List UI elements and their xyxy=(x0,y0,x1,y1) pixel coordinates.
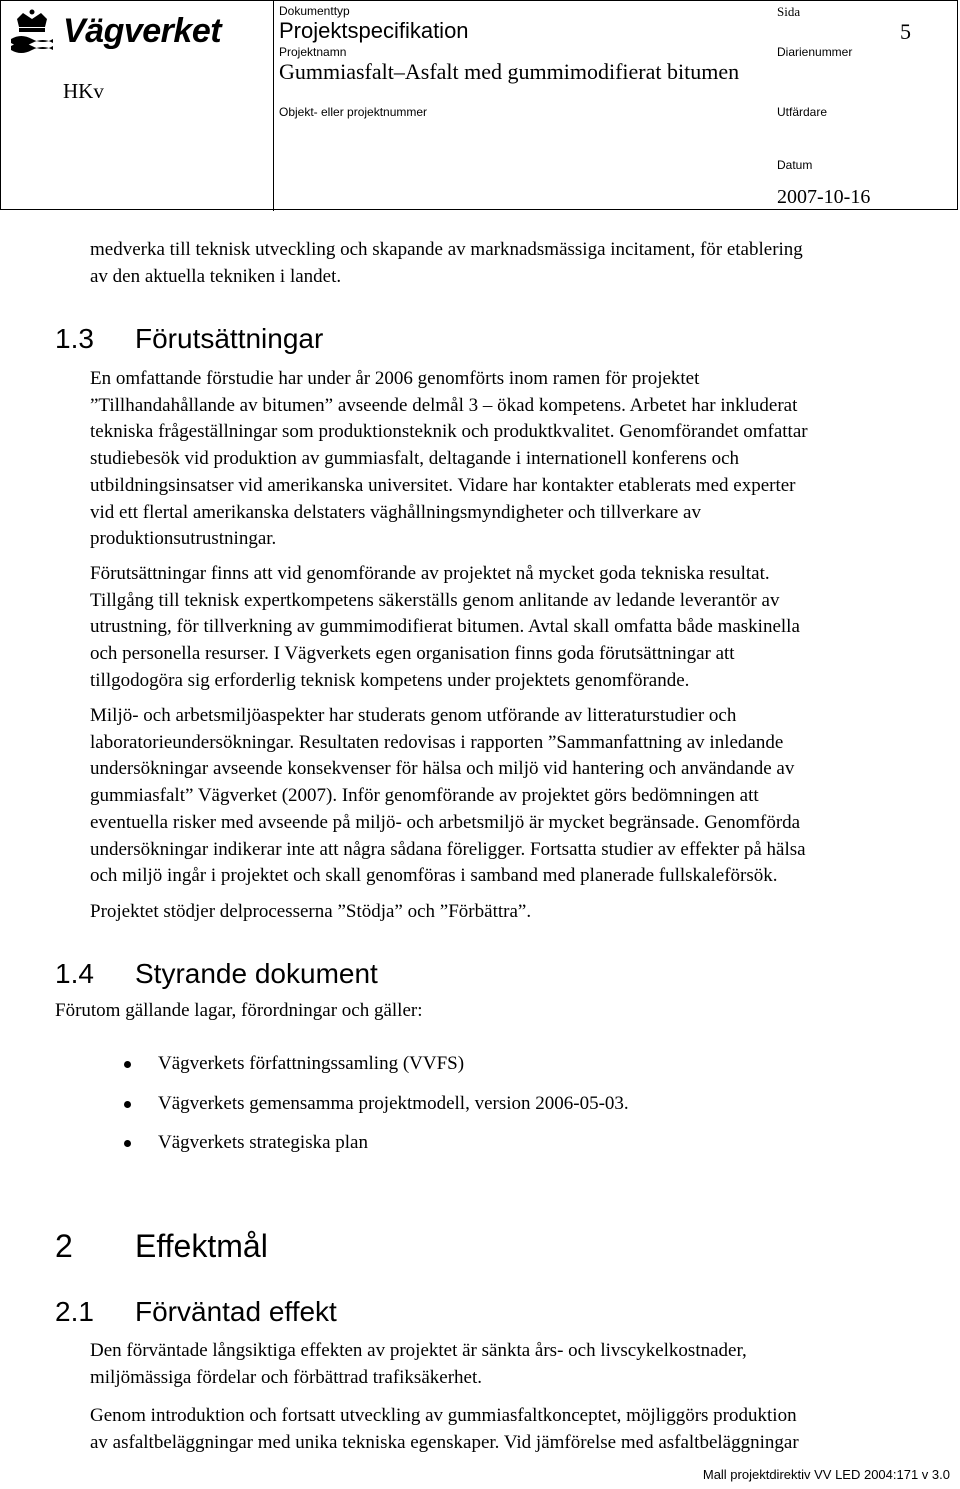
text-line: Den förväntade långsiktiga effekten av projektet är sänkta års- och livscykelkostnader, xyxy=(90,1340,747,1361)
text-line: undersökningar indikerar inte att några sådana föreligger. Fortsatta studier av effekter på hälsa xyxy=(90,838,806,860)
section-title: Styrande dokument xyxy=(135,958,378,989)
text-line: gummiasfalt” Vägverket (2007). Inför genomförande av projektet görs bedömningen att xyxy=(90,785,759,807)
paragraph-expected-effect-1 xyxy=(90,1338,747,1391)
bullet-icon xyxy=(124,1061,131,1068)
document-header xyxy=(0,0,958,210)
paragraph-environment xyxy=(90,703,806,890)
text-line: produktionsutrustningar. xyxy=(90,528,277,550)
text-line: undersökningar avseende konsekvenser för hälsa och miljö vid hantering och användande av xyxy=(90,758,795,780)
page-number: 5 xyxy=(900,19,911,44)
text-line: studiebesök vid produktion av gummiasfalt, deltagande i internationell konferens och xyxy=(90,448,740,470)
template-footer: Mall projektdirektiv VV LED 2004:171 v 3.0 xyxy=(702,1467,950,1482)
section-heading-2-1 xyxy=(55,1296,337,1328)
paragraph-governing-intro xyxy=(55,998,423,1025)
text-line: Miljö- och arbetsmiljöaspekter har studerats genom utförande av litteraturstudier och xyxy=(90,705,737,726)
page-label: Sida xyxy=(777,4,801,19)
text-line: ”Tillhandahållande av bitumen” avseende delmål 3 – ökad kompetens. Arbetet har inkluderat xyxy=(90,394,798,416)
text-line: eventuella risker med avseende på miljö- och arbetsmiljö är mycket begränsade. Genomförda xyxy=(90,811,801,833)
section-heading-2 xyxy=(55,1228,268,1265)
section-number: 2 xyxy=(55,1228,73,1264)
bullet-icon xyxy=(124,1101,131,1108)
text-line: tekniska frågeställningar som produktionsteknik och produktkvalitet. Genomförandet omfattar xyxy=(90,421,808,443)
section-number: 1.3 xyxy=(55,323,94,354)
paragraph-subprocesses xyxy=(90,899,531,926)
text-line: av asfaltbeläggningar med unika tekniska egenskaper. Vid jämförelse med asfaltbeläggningar xyxy=(90,1431,799,1453)
crown-logo-icon xyxy=(9,9,55,53)
text-line: utbildningsinsatser vid amerikanska universitet. Vidare har kontakter etablerats med experter xyxy=(90,474,796,496)
paragraph-expected-effect-2 xyxy=(90,1403,799,1456)
text-line: och miljö ingår i projektet och skall genomföras i samband med planerade fullskaleförsök. xyxy=(90,865,778,887)
project-name: Gummiasfalt–Asfalt med gummimodifierat bitumen xyxy=(279,59,740,84)
unit-code: HKv xyxy=(63,79,104,103)
list-item-text: Vägverkets strategiska plan xyxy=(158,1132,368,1153)
text-line: Projektet stödjer delprocesserna ”Stödja” och ”Förbättra”. xyxy=(90,901,532,922)
object-number-label: Objekt- eller projektnummer xyxy=(279,105,428,119)
logo-cell xyxy=(1,1,274,211)
text-line: medverka till teknisk utveckling och skapande av marknadsmässiga incitament, för etablering xyxy=(90,239,803,260)
text-line: miljömässiga fördelar och förbättrad trafiksäkerhet. xyxy=(90,1366,482,1388)
list-item-text: Vägverkets gemensamma projektmodell, version 2006-05-03. xyxy=(158,1093,629,1114)
issuer-label: Utfärdare xyxy=(777,105,828,119)
paragraph-prerequisites-1 xyxy=(90,366,808,553)
intro-paragraph xyxy=(90,237,803,290)
text-line: Förutom gällande lagar, förordningar och gäller: xyxy=(55,1000,423,1021)
text-line: laboratorieundersökningar. Resultaten redovisas i rapporten ”Sammanfattning av inledande xyxy=(90,731,784,753)
section-number: 1.4 xyxy=(55,958,94,989)
bullet-icon xyxy=(124,1140,131,1147)
section-title: Förväntad effekt xyxy=(135,1296,337,1327)
list-item-text: Vägverkets författningssamling (VVFS) xyxy=(158,1053,465,1074)
doc-type: Projektspecifikation xyxy=(279,18,469,43)
text-line: tillgodogöra sig erforderlig teknisk kompetens under projektets genomförande. xyxy=(90,669,690,691)
date-label: Datum xyxy=(777,158,813,172)
section-number: 2.1 xyxy=(55,1296,94,1327)
date: 2007-10-16 xyxy=(777,186,871,208)
doc-type-label: Dokumenttyp xyxy=(279,4,350,18)
section-title: Effektmål xyxy=(135,1228,268,1264)
text-line: Förutsättningar finns att vid genomförande av projektet nå mycket goda tekniska resultat. xyxy=(90,563,770,584)
text-line: Tillgång till teknisk expertkompetens säkerställs genom anlitande av ledande leverantör av xyxy=(90,589,780,611)
text-line: En omfattande förstudie har under år 2006 genomförts inom ramen för projektet xyxy=(90,368,700,389)
section-heading-1-4 xyxy=(55,958,378,990)
text-line: vid ett flertal amerikanska delstaters väghållningsmyndigheter och tillverkare av xyxy=(90,501,701,523)
text-line: Genom introduktion och fortsatt utveckling av gummiasfaltkonceptet, möjliggörs produktion xyxy=(90,1405,797,1426)
text-line: utrustning, för tillverkning av gummimodifierat bitumen. Avtal skall omfatta både maskinella xyxy=(90,616,800,638)
section-title: Förutsättningar xyxy=(135,323,324,354)
text-line: och personella resurser. I Vägverkets egen organisation finns goda förutsättningar att xyxy=(90,643,735,665)
diary-number-label: Diarienummer xyxy=(777,45,853,59)
paragraph-prerequisites-2 xyxy=(90,561,800,695)
brand-name: Vägverket xyxy=(63,12,222,50)
section-heading-1-3 xyxy=(55,323,323,355)
project-name-label: Projektnamn xyxy=(279,45,347,59)
text-line: av den aktuella tekniken i landet. xyxy=(90,265,342,287)
